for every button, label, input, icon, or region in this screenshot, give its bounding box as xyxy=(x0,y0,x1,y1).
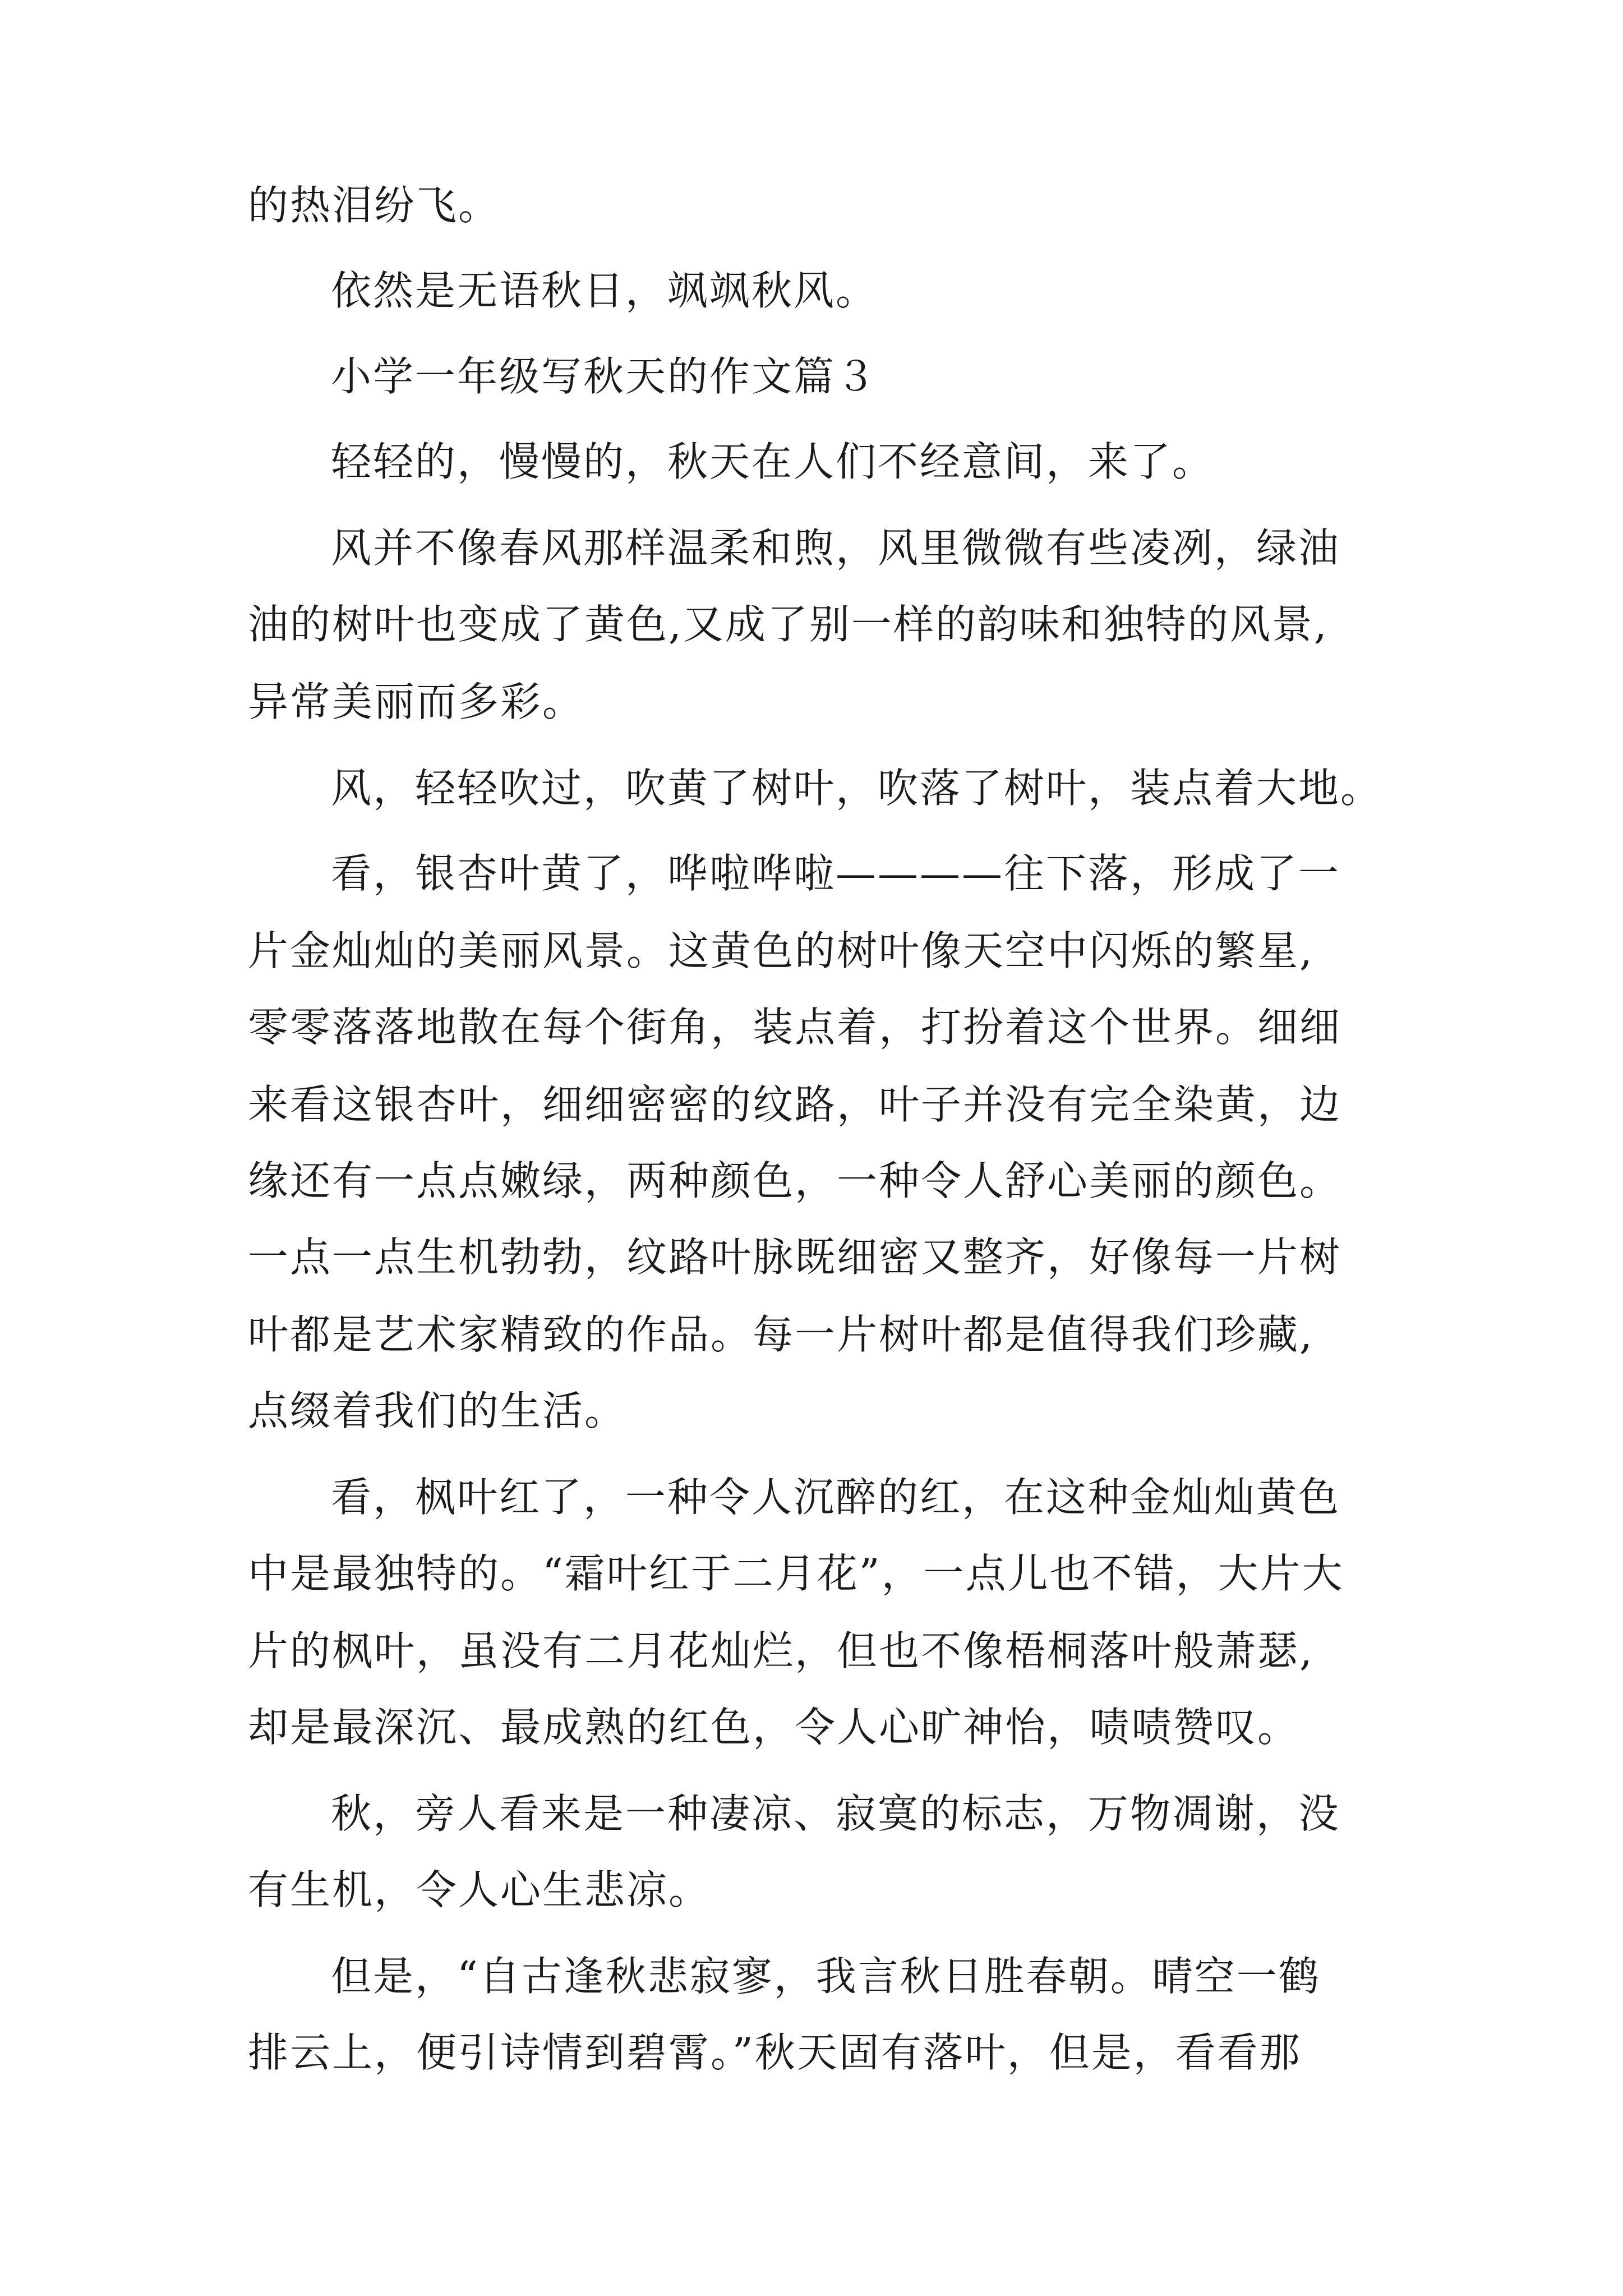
essay-heading: 小学一年级写秋天的作文篇３ xyxy=(331,353,878,400)
text-line: 来看这银杏叶，细细密密的纹路，叶子并没有完全染黄，边 xyxy=(248,1081,1342,1128)
text-line: 缘还有一点点嫩绿，两种颜色，一种令人舒心美丽的颜色。 xyxy=(248,1157,1342,1204)
text-line: 点缀着我们的生活。 xyxy=(248,1387,627,1434)
text-line: 零零落落地散在每个街角，装点着，打扮着这个世界。细细 xyxy=(248,1004,1342,1051)
text-line: 风，轻轻吹过，吹黄了树叶，吹落了树叶，装点着大地。 xyxy=(331,765,1383,812)
text-line: 风并不像春风那样温柔和煦，风里微微有些凌冽，绿油 xyxy=(331,524,1341,572)
text-line: 中是最独特的。“霜叶红于二月花”，一点儿也不错，大片大 xyxy=(248,1550,1344,1597)
text-line: 看，枫叶红了，一种令人沉醉的红，在这种金灿灿黄色 xyxy=(331,1474,1341,1521)
text-line: 一点一点生机勃勃，纹路叶脉既细密又整齐，好像每一片树 xyxy=(248,1234,1342,1281)
text-line: 叶都是艺术家精致的作品。每一片树叶都是值得我们珍藏, xyxy=(248,1311,1314,1358)
text-line: 油的树叶也变成了黄色,又成了别一样的韵味和独特的风景, xyxy=(248,601,1329,648)
text-line: 有生机，令人心生悲凉。 xyxy=(248,1866,711,1913)
text-line: 但是，“自古逢秋悲寂寥，我言秋日胜春朝。晴空一鹤 xyxy=(331,1953,1321,2000)
text-line: 轻轻的，慢慢的，秋天在人们不经意间，来了。 xyxy=(331,438,1215,485)
text-line: 看，银杏叶黄了，哗啦哗啦————往下落，形成了一 xyxy=(331,850,1341,897)
text-line: 却是最深沉、最成熟的红色，令人心旷神怡，啧啧赞叹。 xyxy=(248,1704,1300,1751)
text-line: 异常美丽而多彩。 xyxy=(248,678,585,725)
text-line: 片金灿灿的美丽风景。这黄色的树叶像天空中闪烁的繁星, xyxy=(248,927,1314,974)
text-line: 片的枫叶，虽没有二月花灿烂，但也不像梧桐落叶般萧瑟, xyxy=(248,1627,1314,1674)
text-line: 秋，旁人看来是一种凄凉、寂寞的标志，万物凋谢，没 xyxy=(331,1790,1341,1837)
text-line: 依然是无语秋日，飒飒秋风。 xyxy=(331,267,878,314)
text-line: 排云上，便引诗情到碧霄。”秋天固有落叶，但是，看看那 xyxy=(248,2029,1302,2076)
text-line: 的热泪纷飞。 xyxy=(248,182,501,229)
